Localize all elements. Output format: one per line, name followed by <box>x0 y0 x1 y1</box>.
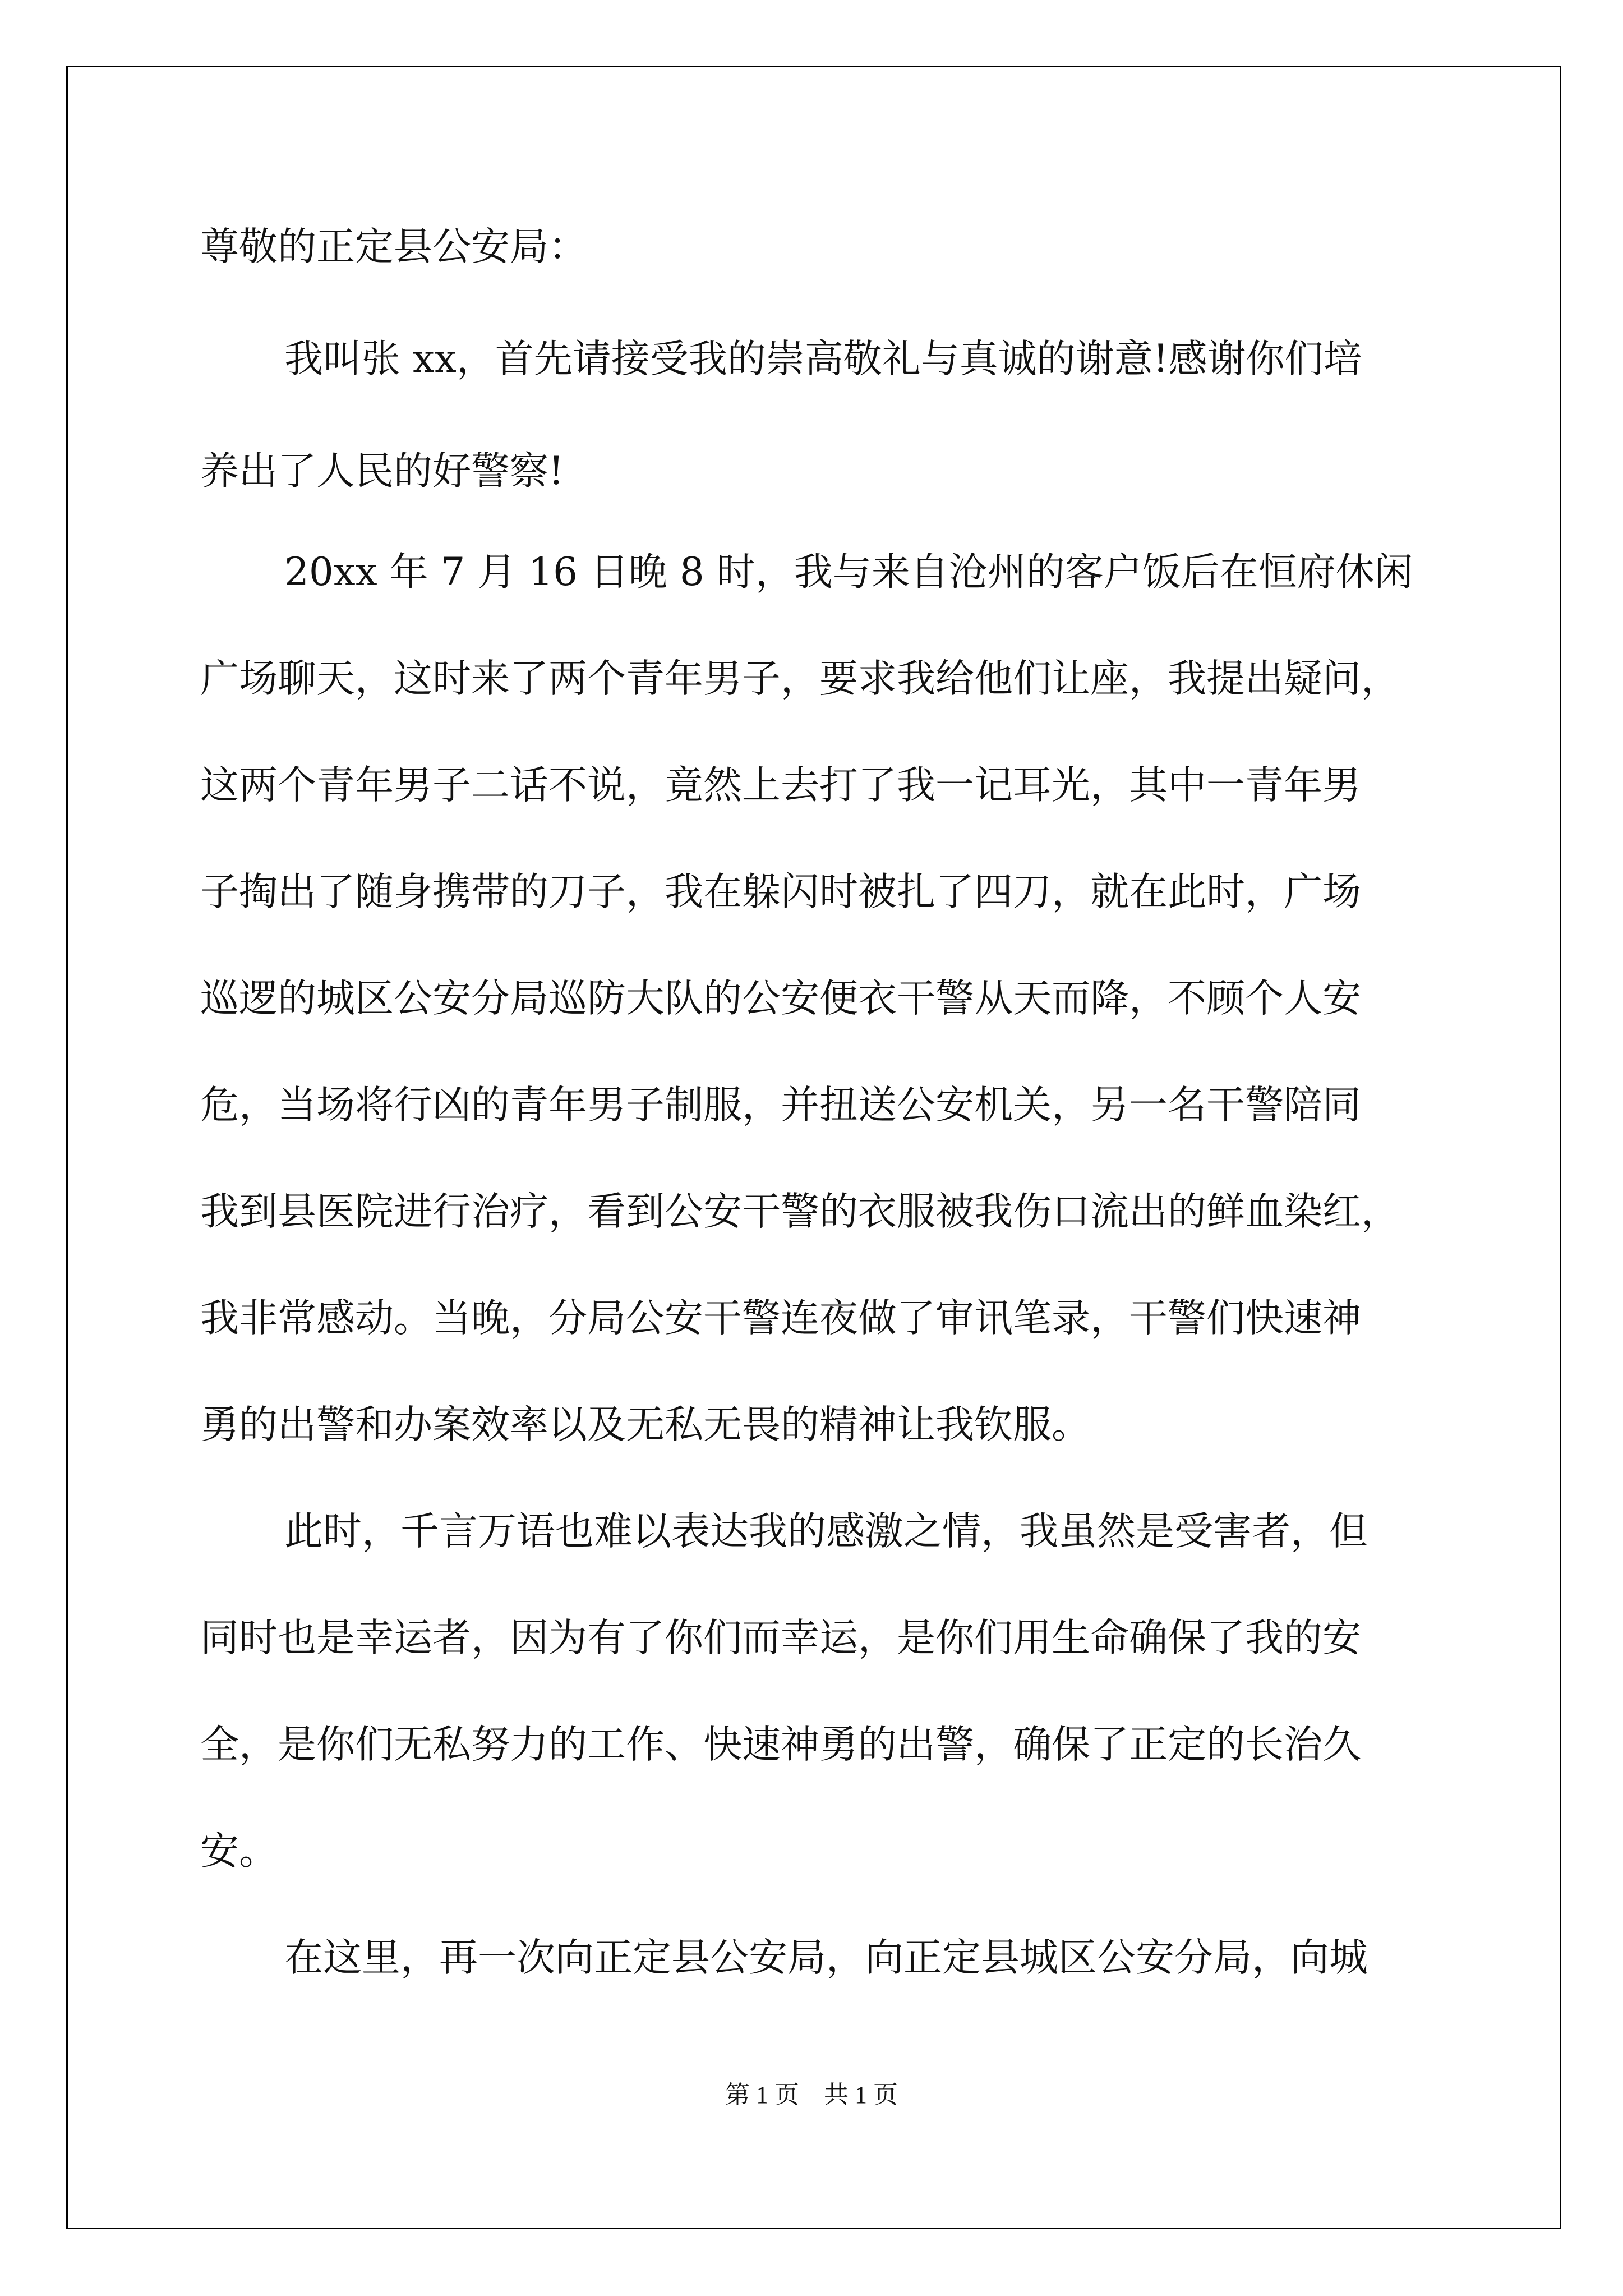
body-line-10: 我非常感动。当晚，分局公安干警连夜做了审讯笔录，干警们快速神 <box>200 1296 1361 1341</box>
body-line-4: 广场聊天，这时来了两个青年男子，要求我给他们让座，我提出疑问， <box>200 656 1400 701</box>
body-line-16: 在这里，再一次向正定县公安局，向正定县城区公安分局，向城 <box>284 1935 1368 1980</box>
body-line-2: 养出了人民的好警察! <box>200 449 564 494</box>
salutation: 尊敬的正定县公安局： <box>200 224 587 269</box>
body-line-15: 安。 <box>200 1829 278 1874</box>
body-line-5: 这两个青年男子二话不说，竟然上去打了我一记耳光，其中一青年男 <box>200 763 1361 808</box>
page-frame <box>66 66 1561 2229</box>
body-line-7: 巡逻的城区公安分局巡防大队的公安便衣干警从天而降，不顾个人安 <box>200 976 1361 1021</box>
body-line-8: 危，当场将行凶的青年男子制服，并扭送公安机关，另一名干警陪同 <box>200 1083 1361 1128</box>
body-line-9: 我到县医院进行治疗，看到公安干警的衣服被我伤口流出的鲜血染红， <box>200 1189 1400 1234</box>
body-line-14: 全，是你们无私努力的工作、快速神勇的出警，确保了正定的长治久 <box>200 1722 1361 1767</box>
body-line-12: 此时，千言万语也难以表达我的感激之情，我虽然是受害者，但 <box>284 1509 1368 1554</box>
page-number-footer: 第 1 页 共 1 页 <box>725 2081 898 2109</box>
body-line-1: 我叫张 xx，首先请接受我的崇高敬礼与真诚的谢意!感谢你们培 <box>284 337 1362 381</box>
body-line-13: 同时也是幸运者，因为有了你们而幸运，是你们用生命确保了我的安 <box>200 1616 1361 1660</box>
body-line-6: 子掏出了随身携带的刀子，我在躲闪时被扎了四刀，就在此时，广场 <box>200 869 1361 914</box>
body-line-11: 勇的出警和办案效率以及无私无畏的精神让我钦服。 <box>200 1402 1090 1447</box>
body-line-3: 20xx 年 7 月 16 日晚 8 时，我与来自沧州的客户饭后在恒府休闲 <box>284 550 1413 595</box>
